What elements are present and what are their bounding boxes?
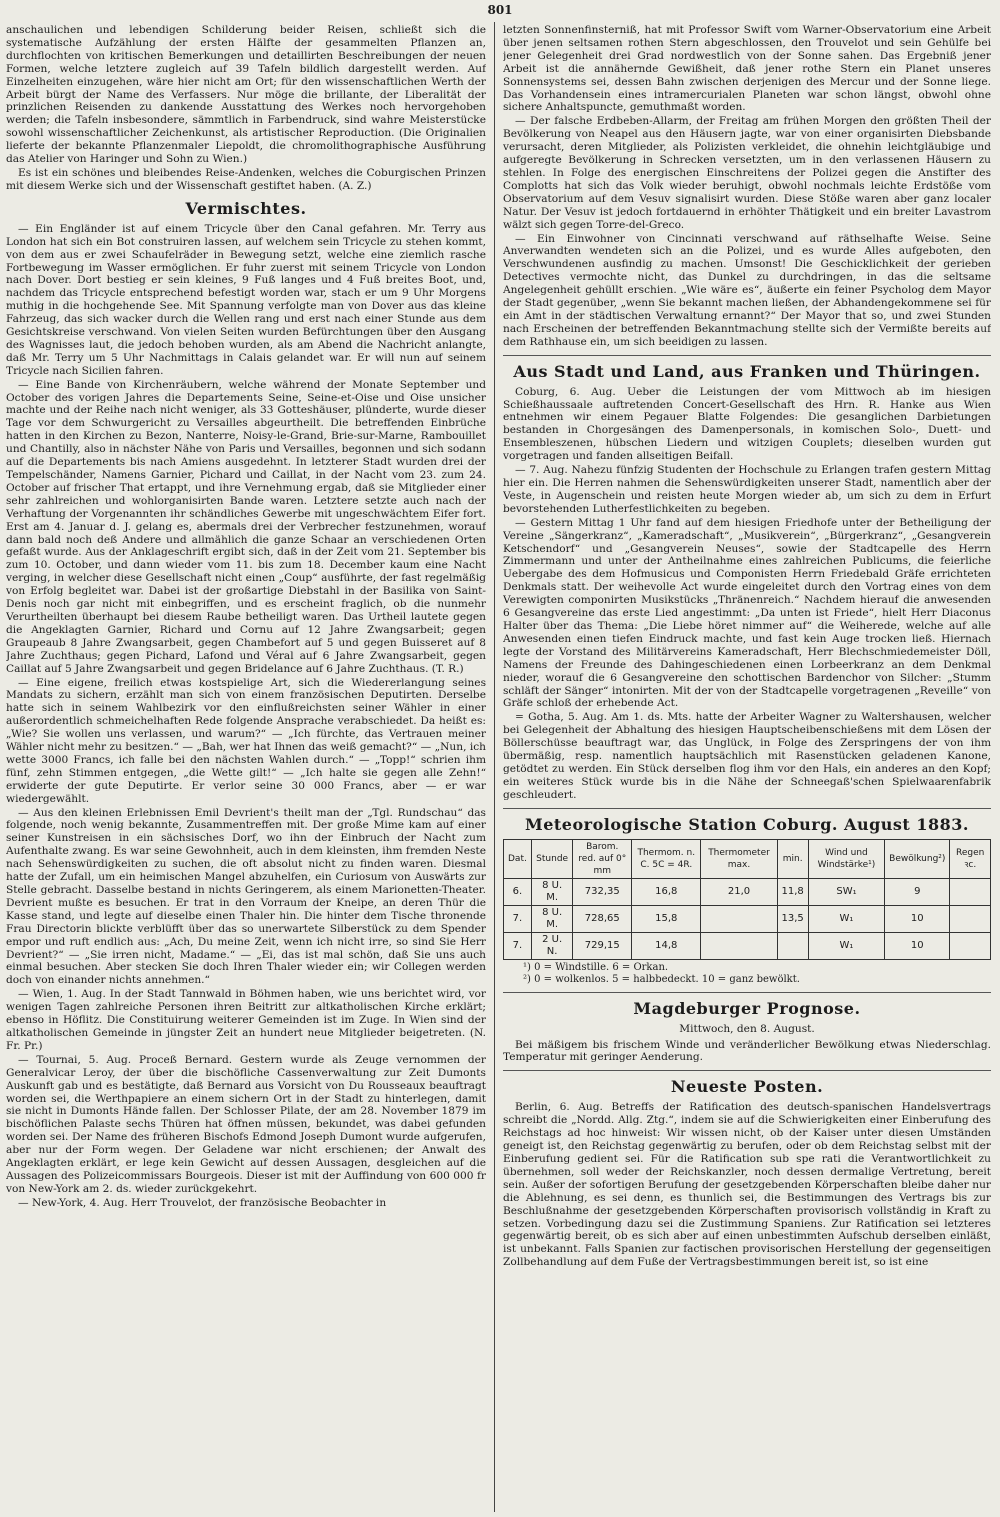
- article-paragraph: — Tournai, 5. Aug. Proceß Bernard. Gestern wurde als Zeuge vernommen der Generalvicar Leroy, der über die bischöfliche Cassenverwaltung zur Zeit Dumonts Auskunft gab und es bestätigte, daß Bernard aus Vorsicht von Du Rousseaux beauftragt worden sei, die Werthpapiere an einem sichern Ort in der Stadt zu hinterlegen, damit sie nicht in Dumonts Hände fallen. Der Schlosser Pilate, der am 28. November 1879 im bischöflichen Palaste sechs Thüren hat öffnen müssen, bekundet, was dabei gefunden worden sei. Der Name des früheren Bischofs Edmond Joseph Dumont wurde aufgerufen, aber nur der Form wegen. Der Geladene war nicht erschienen; der Anwalt des Angeklagten erklärt, er lege kein Gewicht auf dessen Aussagen, desgleichen auf die Aussagen des Polizeicommissars Bourgeois. Dieser ist mit der Auffindung von 600 000 fr von New-York am 2. ds. wieder zurückgekehrt.: [6, 1053, 486, 1195]
- weather-cell: W₁: [808, 905, 884, 932]
- weather-header-cell: min.: [777, 839, 808, 878]
- weather-cell: 8 U. M.: [531, 878, 573, 905]
- page-number: 801: [487, 3, 513, 17]
- weather-cell: [950, 932, 991, 959]
- weather-cell: 7.: [504, 905, 532, 932]
- weather-cell: 729,15: [573, 932, 632, 959]
- article-paragraph: — Gestern Mittag 1 Uhr fand auf dem hiesigen Friedhofe unter der Betheiligung der Vereine „Sängerkranz“, „Kameradschaft“, „Musikverein“, „Bürgerkranz“, „Gesangverein Ketschendorf“ und „Gesangverein Neuses“, sowie der Stadtcapelle des Herrn Zimmermann und unter der Antheilnahme eines zahlreichen Publicums, die feierliche Uebergabe des dem Hofmusicus und Componisten Herrn Friedebald Gräfe errichteten Denkmals statt. Der weihevolle Act wurde eingeleitet durch den Vortrag eines von dem Verewigten componirten Musikstücks „Thränenreich.“ Nachdem hierauf die anwesenden 6 Gesangvereine das erste Lied angestimmt: „Da unten ist Friede“, hielt Herr Diaconus Halter über das Thema: „Die Liebe höret nimmer auf“ die Weiherede, welche auf alle Anwesenden einen tiefen Eindruck machte, und fast kein Auge trocken ließ. Hiernach legte der Vorstand des Militärvereins Kameradschaft, Herr Blechschmiedemeister Döll, Namens der Freunde des Dahingeschiedenen einen Lorbeerkranz an dem Denkmal nieder, worauf die 6 Gesangvereine den schottischen Bardenchor von Silcher: „Stumm schläft der Sänger“ intonirten. Mit der von der Stadtcapelle vorgetragenen „Reveille“ von Gräfe schloß der erhebende Act.: [503, 516, 991, 710]
- article-paragraph: letzten Sonnenfinsterniß, hat mit Professor Swift vom Warner-Observatorium eine Arbeit über jenen seltsamen rothen Stern abgeschlossen, den Trouvelot und sein Gehülfe bei jener Gelegenheit drei Grad nordwestlich von der Sonne sahen. Das Ergebniß jener Arbeit ist die annähernde Gewißheit, daß jener rothe Stern ein Planet unseres Sonnensystems sei, dessen Bahn zwischen derjenigen des Mercur und der Sonne liege. Das Vorhandensein eines intramercurialen Planeten war schon längst, obwohl ohne sichere Anhaltspuncte, gemuthmaßt worden.: [503, 24, 991, 114]
- weather-cell: 732,35: [573, 878, 632, 905]
- article-paragraph: Coburg, 6. Aug. Ueber die Leistungen der vom Mittwoch ab im hiesigen Schießhaussaale auftretenden Concert-Gesellschaft des Hrn. R. Hanke aus Wien entnehmen wir einem Pegauer Blatte Folgendes: Die gesanglichen Darbietungen bestanden in Chorgesängen des Damenpersonals, in komischen Solo-, Duett- und Ensembleszenen, hübschen Liedern und witzigen Couplets; dieselben wurden gut vorgetragen und fanden allseitigen Beifall.: [503, 385, 991, 463]
- forecast-date: Mittwoch, den 8. August.: [679, 1022, 815, 1035]
- weather-header-cell: Bewölkung²): [885, 839, 950, 878]
- weather-cell: 16,8: [632, 878, 701, 905]
- weather-cell: [701, 905, 777, 932]
- article-paragraph: — Der falsche Erdbeben-Allarm, der Freitag am frühen Morgen den größten Theil der Bevölkerung von Neapel aus den Häusern jagte, war von einer organisirten Diebsbande verursacht, deren Mitglieder, als Polizisten verkleidet, die ohnehin leichtgläubige und aufgeregte Bevölkerung in Schrecken versetzten, um in den verlassenen Häusern zu stehlen. In Folge des energischen Einschreitens der Polizei gegen die Anstifter des Complotts hat sich das Volk wieder beruhigt, obwohl nochmals leichte Erdstöße vom Observatorium auf dem Vesuv signalisirt wurden. Diese Stöße waren aber ganz localer Natur. Der Vesuv ist jedoch fortdauernd in erhöhter Thätigkeit und ein breiter Lavastrom wälzt sich gegen Torre-del-Greco.: [503, 115, 991, 231]
- article-paragraph: — Ein Einwohner von Cincinnati verschwand auf räthselhafte Weise. Seine Anverwandten wendeten sich an die Polizei, und es wurde Alles aufgeboten, den Verschwundenen ausfindig zu machen. Umsonst! Die Geschicklichkeit der gerieben Detectives vermochte nicht, das Dunkel zu durchdringen, in das die seltsame Angelegenheit gehüllt erschien. „Wie wäre es“, äußerte ein feiner Psycholog dem Mayor der Stadt gegenüber, „wenn Sie bekannt machen ließen, der Abhandengekommene sei für ein Amt in der städtischen Verwaltung ernannt?“ Der Mayor that so, und zwei Stunden nach Erscheinen der betreffenden Bekanntmachung stellte sich der Vermißte bereits auf dem Rathhause ein, um sich beeidigen zu lassen.: [503, 232, 991, 348]
- weather-cell: SW₁: [808, 878, 884, 905]
- section-title-vermischtes: Vermischtes.: [185, 198, 307, 218]
- weather-cell: 2 U. N.: [531, 932, 573, 959]
- column-divider: [494, 22, 495, 1512]
- weather-row: [504, 878, 991, 905]
- article-paragraph: Es ist ein schönes und bleibendes Reise-Andenken, welches die Coburgischen Prinzen mit diesem Werke sich und der Wissenschaft gestiftet haben. (A. Z.): [6, 166, 486, 192]
- weather-cell: 728,65: [573, 905, 632, 932]
- weather-cell: 13,5: [777, 905, 808, 932]
- weather-cell: 10: [885, 932, 950, 959]
- weather-cell: 11,8: [777, 878, 808, 905]
- article-paragraph: — 7. Aug. Nahezu fünfzig Studenten der Hochschule zu Erlangen trafen gestern Mittag hier ein. Die Herren nahmen die Sehenswürdigkeiten unserer Stadt, namentlich aber der Veste, in Augenschein und reisten heute Morgen wieder ab, um sich zu dem in Erfurt bevorstehenden Lutherfestlichkeiten zu begeben.: [503, 464, 991, 515]
- weather-cell: 14,8: [632, 932, 701, 959]
- weather-cell: 9: [885, 878, 950, 905]
- article-paragraph: — Eine Bande von Kirchenräubern, welche während der Monate September und October des vorigen Jahres die Departements Seine, Seine-et-Oise und Oise unsicher machte und der Reihe nach nicht weniger, als 33 Gotteshäuser, plünderte, wurde dieser Tage vor dem Schwurgericht zu Versailles abgeurtheilt. Die betreffenden Einbrüche hatten in den Kirchen zu Bezon, Nanterre, Noisy-le-Grand, Brie-sur-Marne, Rambouillet und Chantilly, also in nächster Nähe von Paris und Versailles, begonnen und sich sodann auf die Departements bis nach Amiens ausgedehnt. In letzterer Stadt wurden drei der Tempelschänder, Namens Garnier, Pichard und Caillat, in der Nacht vom 23. zum 24. October auf frischer That ertappt, und ihre Vernehmung ergab, daß sie Mitglieder einer sehr zahlreichen und wohlorganisirten Bande waren. Letztere setzte auch nach der Verhaftung der Vorgenannten ihr schändliches Gewerbe mit ungeschwächtem Eifer fort. Erst am 4. Januar d. J. gelang es, abermals drei der Verbrecher festzunehmen, worauf dann bald noch deß Andere und allmählich die ganze Schaar an verschiedenen Orten gefaßt wurde. Aus der Anklageschrift ergibt sich, daß in der Zeit vom 21. September bis zum 10. October, und dann wieder vom 11. bis zum 18. December kaum eine Nacht verging, in welcher diese Gesellschaft nicht einen „Coup“ ausführte, der fast regelmäßig von Erfolg begleitet war. Dabei ist der großartige Diebstahl in der Basilika von Saint-Denis noch gar nicht mit einbegriffen, und es erscheint fraglich, ob die nunmehr Verurtheilten überhaupt bei diesem Raube betheiligt waren. Das Urtheil lautete gegen die Angeklagten Garnier, Richard und Cornu auf 12 Jahre Zwangsarbeit; gegen Graupeaub 8 Jahre Zwangsarbeit, gegen Chambefort auf 5 und gegen Buisseret auf 8 Jahre Zuchthaus; gegen Pichard, Lafond und Véral auf 6 Jahre Zwangsarbeit, gegen Caillat auf 5 Jahre Zwangsarbeit und gegen Bridelance auf 6 Jahre Zuchthaus. (T. R.): [6, 378, 486, 675]
- weather-cell: 7.: [504, 932, 532, 959]
- weather-header-cell: Stunde: [531, 839, 573, 878]
- article-paragraph: Berlin, 6. Aug. Betreffs der Ratification des deutsch-spanischen Handelsvertrags schreibt die „Nordd. Allg. Ztg.“, indem sie auf die Schwierigkeiten einer Einberufung des Reichstags ad hoc hinweist: Wir wissen nicht, ob der Kaiser unter diesen Umständen geneigt ist, den Reichstag gegenwärtig zu berufen, oder ob dem Reichstag selbst mit der Einberufung gedient sei. Für die Ratification sub spe rati die Verantwortlichkeit zu übernehmen, soll weder der Reichskanzler, noch dessen dermalige Vertretung, bereit sein. Außer der sofortigen Berufung der gesetzgebenden Körperschaften bleibe daher nur die Ablehnung, es sei denn, es thunlich sei, die Bestimmungen des Vertrags bis zur Beschlußnahme der gesetzgebenden Körperschaften provisorisch vollständig in Kraft zu setzen. Vorbedingung dazu sei die Zustimmung Spaniens. Zur Ratification sei letzteres gegenwärtig bereit, ob es sich aber auf einen unbestimmten Aufschub derselben einläßt, ist unbekannt. Falls Spanien zur factischen provisorischen Herstellung der gegenseitigen Zollbehandlung auf dem Fuße der Vertragsbestimmungen bereit ist, so ist eine: [503, 1101, 991, 1269]
- weather-cell: [777, 932, 808, 959]
- weather-row: [504, 932, 991, 959]
- weather-cell: [950, 905, 991, 932]
- article-paragraph: — Aus den kleinen Erlebnissen Emil Devrient's theilt man der „Tgl. Rundschau“ das folgende, noch wenig bekannte, Zusammentreffen mit. Der große Mime kam auf einer seiner Kunstreisen in ein sächsisches Dorf, wo ihn der Einbruch der Nacht zum Aufenthalte zwang. Es war seine Gewohnheit, auch in dem kleinsten, ihm fremden Neste nach Sehenswürdigkeiten zu suchen, die oft absolut nicht zu finden waren. Diesmal hatte der Zufall, um ein heimischen Mangel abzuhelfen, ein Curiosum von Auswärts zur Stelle gebracht. Dasselbe bestand in nichts Geringerem, als einem Marionetten-Theater. Devrient mußte es besuchen. Er trat in den Vorraum der Kneipe, an deren Thür die Kasse stand, und legte auf dieselbe einen Thaler hin. Die hinter dem Tische thronende Frau Directorin blickte verblüfft über das so unerwartete Silberstück zu dem Spender empor und ruft endlich aus: „Ach, Du meine Zeit, wenn ich nicht irre, so sind Sie Herr Devrient?“ — „Sie irren nicht, Madame.“ — „Ei, das ist mal schön, daß Sie uns auch einmal besuchen. Aber stecken Sie doch Ihren Thaler wieder ein; wir Collegen werden doch von einander nichts annehmen.“: [6, 806, 486, 987]
- forecast-text: Bei mäßigem bis frischem Winde und veränderlicher Bewölkung etwas Niederschlag. Temperatur mit geringer Aenderung.: [503, 1038, 991, 1064]
- weather-header-cell: Thermom. n. C. 5C = 4R.: [632, 839, 701, 878]
- weather-header-cell: Regen ꝛc.: [950, 839, 991, 878]
- news-title: Neueste Posten.: [503, 1070, 991, 1097]
- weather-station-title: Meteorologische Station Coburg. August 1883.: [503, 808, 991, 835]
- forecast-title: Magdeburger Prognose.: [503, 992, 991, 1019]
- article-paragraph: — Ein Engländer ist auf einem Tricycle über den Canal gefahren. Mr. Terry aus London hat sich ein Bot construiren lassen, auf welchem sein Tricycle zu stehen kommt, von dem aus er zwei Schaufelräder in Bewegung setzt, welche eine ziemlich rasche Fortbewegung im Wasser ermöglichen. Er fuhr zuerst mit seinem Tricycle von London nach Dover. Dort bestieg er sein kleines, 9 Fuß langes und 4 Fuß breites Boot, und, nachdem das Tricycle entsprechend befestigt worden war, stach er um 9 Uhr Morgens muthig in die hochgehende See. Mit Spannung verfolgte man von Dover aus das kleine Fahrzeug, das sich wacker durch die Wellen rang und erst nach einer Stunde aus dem Gesichtskreise verschwand. Von vielen Seiten wurden Befürchtungen über den Ausgang des Wagnisses laut, die jedoch behoben wurden, als am Abend die Nachricht anlangte, daß Mr. Terry um 5 Uhr Nachmittags in Calais gelandet war. Er will nun auf seinem Tricycle nach Sicilien fahren.: [6, 222, 486, 377]
- weather-header-cell: Wind und Windstärke¹): [808, 839, 884, 878]
- weather-header-cell: Dat.: [504, 839, 532, 878]
- weather-cell: 21,0: [701, 878, 777, 905]
- weather-cell: 8 U. M.: [531, 905, 573, 932]
- weather-cell: 15,8: [632, 905, 701, 932]
- weather-table: [503, 839, 991, 960]
- left-column: [6, 24, 486, 1512]
- article-paragraph: — Eine eigene, freilich etwas kostspielige Art, sich die Wiedererlangung seines Mandats zu sichern, erzählt man sich von einem französischen Deputirten. Derselbe hatte sich in seinem Wahlbezirk vor den einflußreichsten seiner Wähler in einer außerordentlich schmeichelhaften Rede folgende Ansprache verabschiedet. Da heißt es: „Wie? Sie wollen uns verlassen, und warum?“ — „Ich fürchte, das Vertrauen meiner Wähler nicht mehr zu besitzen.“ — „Bah, wer hat Ihnen das weiß gemacht?“ — „Nun, ich wette 3000 Francs, ich falle bei den nächsten Wahlen durch.“ — „Topp!“ schrien ihm fünf, zehn Stimmen entgegen, „die Wette gilt!“ — „Ich halte sie gegen alle Zehn!“ erwiderte der gute Deputirte. Er verlor seine 30 000 Francs, aber — er war wiedergewählt.: [6, 676, 486, 805]
- weather-row: [504, 905, 991, 932]
- article-paragraph: — New-York, 4. Aug. Herr Trouvelot, der französische Beobachter in: [18, 1196, 387, 1209]
- weather-cell: 6.: [504, 878, 532, 905]
- article-paragraph: — Wien, 1. Aug. In der Stadt Tannwald in Böhmen haben, wie uns berichtet wird, vor wenigen Tagen zahlreiche Personen ihren Beitritt zur altkatholischen Kirche erklärt; ebenso in Höflitz. Die Constituirung weiterer Gemeinden ist im Zuge. In Wien sind der altkatholischen Gemeinde in jüngster Zeit an hundert neue Mitglieder beigetreten. (N. Fr. Pr.): [6, 988, 486, 1052]
- section-title-stadt-und-land: Aus Stadt und Land, aus Franken und Thüringen.: [503, 355, 991, 382]
- article-paragraph: = Gotha, 5. Aug. Am 1. ds. Mts. hatte der Arbeiter Wagner zu Waltershausen, welcher bei Gelegenheit der Abhaltung des hiesigen Hauptscheibenschießens mit dem Lösen der Böllerschüsse beauftragt war, das Unglück, in Folge des Zerspringens der von ihm übermäßig, resp. namentlich hauptsächlich mit Rasenstücken geladenen Kanone, getödtet zu werden. Ein Stück derselben flog ihm vor den Hals, ein anderes an den Kopf; ein weiteres Stück wurde bis in die Nähe der Schneegaß'schen Spielwaarenfabrik geschleudert.: [503, 711, 991, 801]
- weather-footnote: ²) 0 = wolkenlos. 5 = halbbedeckt. 10 = ganz bewölkt.: [523, 973, 800, 985]
- weather-footnote: ¹) 0 = Windstille. 6 = Orkan.: [523, 961, 669, 973]
- article-paragraph: anschaulichen und lebendigen Schilderung beider Reisen, schließt sich die systematische Aufzählung der ersten Hälfte der gesammelten Pflanzen an, durchflochten von kritischen Bemerkungen und detaillirten Beschreibungen der neuen Formen, welche letztere zugleich auf 39 Tafeln bildlich dargestellt werden. Auf Einzelheiten einzugehen, wäre hier nicht am Ort; für den wissenschaftlichen Werth der Arbeit bürgt der Name des Verfassers. Nur möge die brillante, der Liberalität der prinzlichen Reisenden zu dankende Ausstattung des Werkes noch hervorgehoben werden; die Tafeln insbesondere, sämmtlich in Farbendruck, sind wahre Meisterstücke sowohl wissenschaftlicher Zeichenkunst, als artistischer Reproduction. (Die Originalien lieferte der bekannte Pflanzenmaler Liepoldt, die chromolithographische Ausführung das Atelier von Haringer und Sohn zu Wien.): [6, 24, 486, 166]
- weather-cell: W₁: [808, 932, 884, 959]
- weather-cell: [701, 932, 777, 959]
- weather-header-cell: Thermometer max.: [701, 839, 777, 878]
- right-column: [503, 24, 991, 1512]
- weather-header-row: [504, 839, 991, 878]
- weather-cell: [950, 878, 991, 905]
- weather-header-cell: Barom. red. auf 0° mm: [573, 839, 632, 878]
- weather-cell: 10: [885, 905, 950, 932]
